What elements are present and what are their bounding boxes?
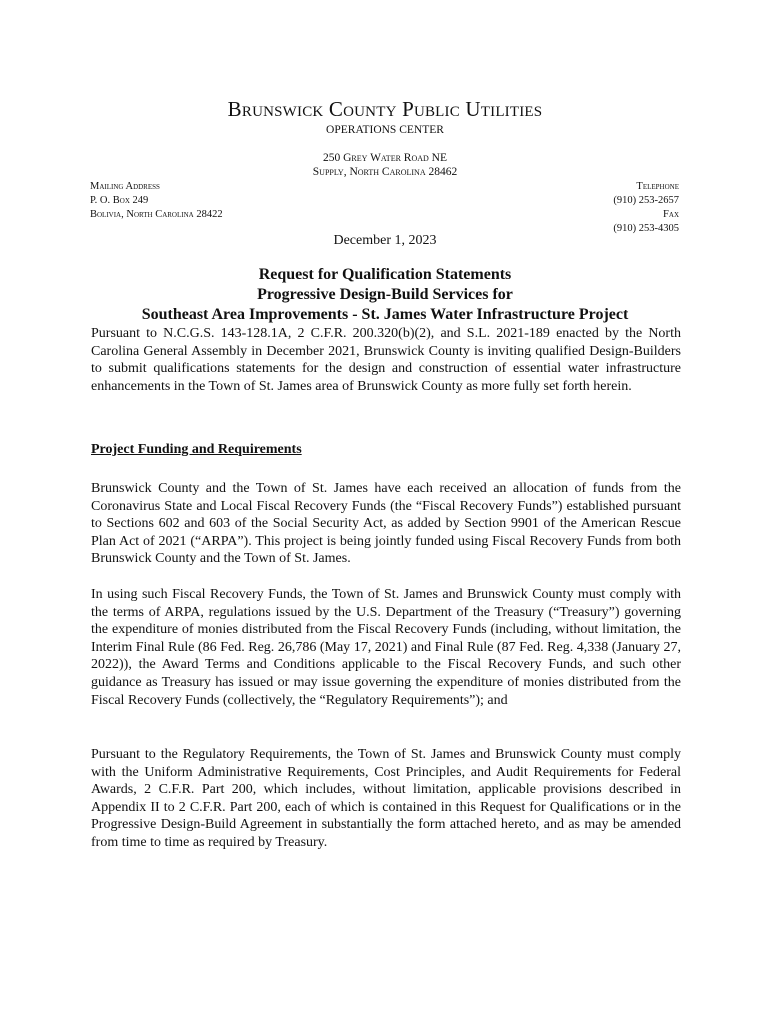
heading-line-2: Progressive Design-Build Services for <box>257 286 513 303</box>
mailing-address-label: Mailing Address <box>90 181 160 192</box>
telephone-number: (910) 253-2657 <box>613 195 679 206</box>
organization-name: Brunswick County Public Utilities <box>227 97 543 121</box>
body-paragraph: Pursuant to the Regulatory Requirements, the Town of St. James and Brunswick County must comply with the Uniform Administrative Requirements, Cost Principles, and Audit Requirements for Federal Awards, 2 C.F.R. Part 200, which includes, without limitation, applicable provisions described in Appendix II to 2 C.F.R. Part 200, each of which is contained in this Request for Qualifications or in the Progressive Design-Build Agreement in substantially the form attached hereto, and as may be amended from time to time as required by Treasury. <box>91 747 681 850</box>
letter-date: December 1, 2023 <box>333 233 437 248</box>
heading-line-1: Request for Qualification Statements <box>258 266 512 283</box>
section-heading: Project Funding and Requirements <box>91 442 302 457</box>
fax-label: Fax <box>663 209 679 220</box>
mailing-address-block <box>90 180 223 222</box>
telephone-label: Telephone <box>636 181 679 192</box>
heading-line-3: Southeast Area Improvements - St. James Water Infrastructure Project <box>141 306 629 323</box>
po-box: P. O. Box 249 <box>90 195 149 206</box>
street-address: 250 Grey Water Road NE <box>322 152 448 164</box>
operations-center-label: OPERATIONS CENTER <box>326 124 444 136</box>
mailing-city-state-zip: Bolivia, North Carolina 28422 <box>90 209 223 220</box>
intro-paragraph: Pursuant to N.C.G.S. 143-128.1A, 2 C.F.R. 200.320(b)(2), and S.L. 2021-189 enacted by the North Carolina General Assembly in December 2021, Brunswick County is inviting qualified Design-Builders to submit qualifications statements for the design and construction of essential water infrastructure enhancements in the Town of St. James area of Brunswick County as more fully set forth herein. <box>91 326 681 394</box>
document-heading <box>0 265 770 325</box>
fax-number: (910) 253-4305 <box>613 223 679 234</box>
body-paragraph: In using such Fiscal Recovery Funds, the Town of St. James and Brunswick County must comply with the terms of ARPA, regulations issued by the U.S. Department of the Treasury (“Treasury”) governing the expenditure of monies distributed from the Fiscal Recovery Funds (including, without limitation, the Interim Final Rule (86 Fed. Reg. 26,786 (May 17, 2021) and Final Rule (87 Fed. Reg. 4,338 (January 27, 2022)), the Award Terms and Conditions applicable to the Fiscal Recovery Funds, and such other guidance as Treasury has issued or may issue governing the expenditure of monies distributed from the Fiscal Recovery Funds (collectively, the “Regulatory Requirements”); and <box>91 587 681 708</box>
city-state-zip: Supply, North Carolina 28462 <box>312 166 458 178</box>
contact-block <box>613 180 679 236</box>
body-paragraph: Brunswick County and the Town of St. James have each received an allocation of funds from the Coronavirus State and Local Fiscal Recovery Funds (the “Fiscal Recovery Funds”) established pursuant to Sections 602 and 603 of the Social Security Act, as added by Section 9901 of the American Rescue Plan Act of 2021 (“ARPA”). This project is being jointly funded using Fiscal Recovery Funds from both Brunswick County and the Town of St. James. <box>91 481 681 567</box>
